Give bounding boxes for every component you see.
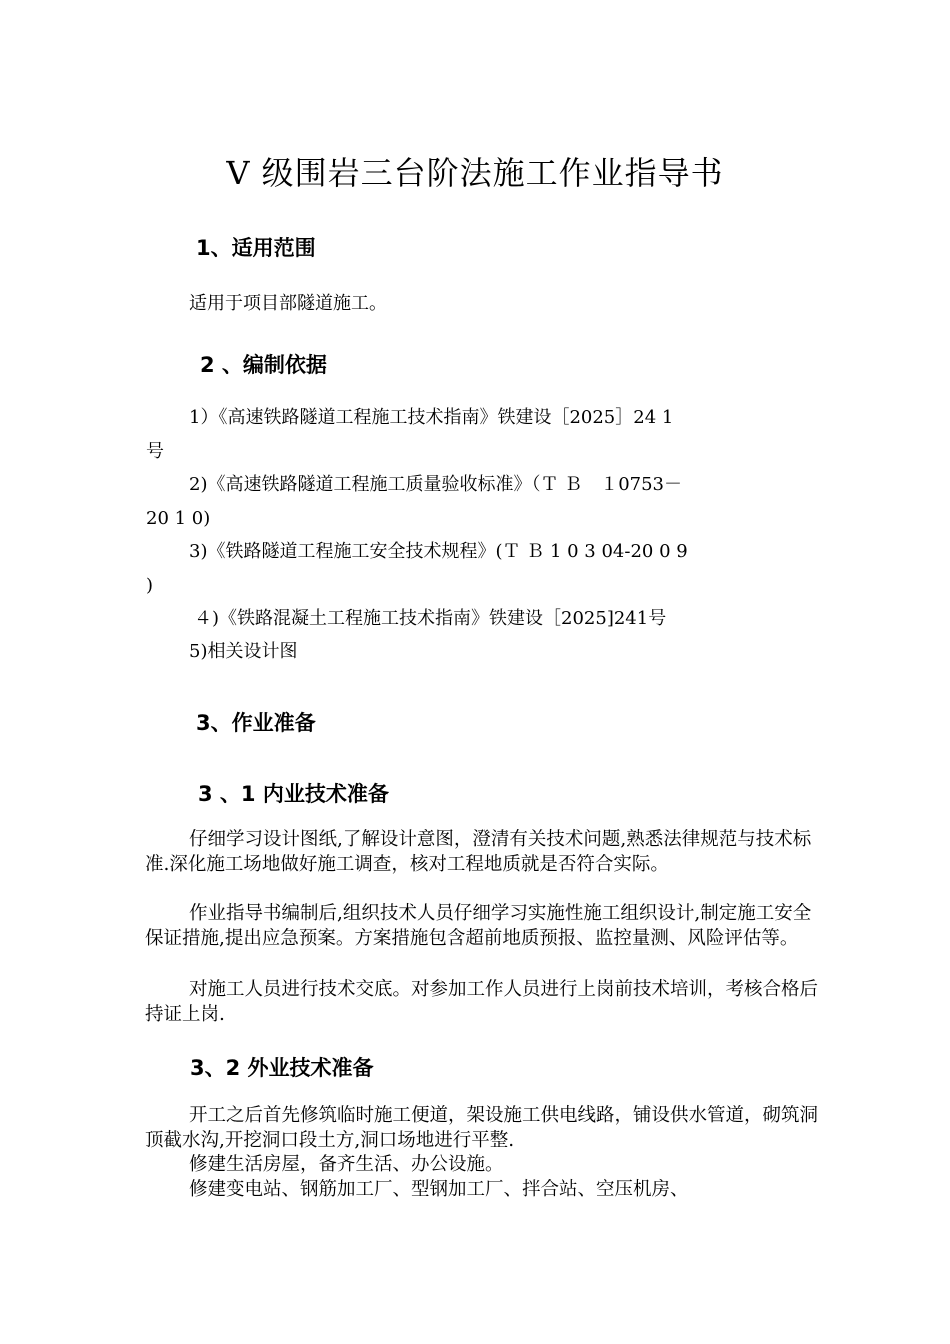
subsection-heading-internal: 3 、1 内业技术准备 bbox=[198, 782, 389, 806]
scope-text: 适用于项目部隧道施工。 bbox=[189, 293, 387, 314]
document-title: V 级围岩三台阶法施工作业指导书 bbox=[226, 154, 724, 192]
external-paragraph-3: 修建变电站、钢筋加工厂、型钢加工厂、拌合站、空压机房、 bbox=[189, 1179, 689, 1200]
reference-item-3: 3)《铁路隧道工程施工安全技术规程》(Ｔ Ｂ 1 0 3 04-20 0 9 bbox=[189, 541, 688, 562]
subsection-heading-external: 3、2 外业技术准备 bbox=[190, 1056, 374, 1080]
reference-item-1-cont: 号 bbox=[146, 441, 164, 462]
reference-item-2-cont: 20 1 0) bbox=[146, 508, 211, 529]
section-heading-preparation: 3、作业准备 bbox=[196, 711, 316, 735]
reference-item-4: ４)《铁路混凝土工程施工技术指南》铁建设［2025]241号 bbox=[194, 608, 667, 629]
internal-paragraph-1: 仔细学习设计图纸,了解设计意图，澄清有关技术问题,熟悉法律规范与技术标准.深化施工场地做好施工调查，核对工程地质就是否符合实际。 bbox=[145, 829, 812, 875]
internal-paragraph-3: 对施工人员进行技术交底。对参加工作人员进行上岗前技术培训，考核合格后持证上岗. bbox=[145, 979, 819, 1025]
reference-item-5: 5)相关设计图 bbox=[189, 641, 298, 662]
external-paragraph-1: 开工之后首先修筑临时施工便道，架设施工供电线路，铺设供水管道，砌筑洞顶截水沟,开挖洞口段土方,洞口场地进行平整. bbox=[145, 1105, 819, 1151]
reference-item-1: 1）《高速铁路隧道工程施工技术指南》铁建设［2025］24 1 bbox=[189, 407, 674, 428]
reference-item-3-cont: ) bbox=[146, 575, 154, 596]
external-paragraph-2: 修建生活房屋，备齐生活、办公设施。 bbox=[189, 1154, 504, 1175]
section-heading-basis: 2 、编制依据 bbox=[200, 353, 327, 377]
reference-item-2: 2)《高速铁路隧道工程施工质量验收标准》（Ｔ Ｂ １0753－ bbox=[189, 474, 683, 495]
section-heading-scope: 1、适用范围 bbox=[196, 236, 316, 260]
internal-paragraph-2: 作业指导书编制后,组织技术人员仔细学习实施性施工组织设计,制定施工安全保证措施,提出应急预案。方案措施包含超前地质预报、监控量测、风险评估等。 bbox=[145, 903, 812, 949]
